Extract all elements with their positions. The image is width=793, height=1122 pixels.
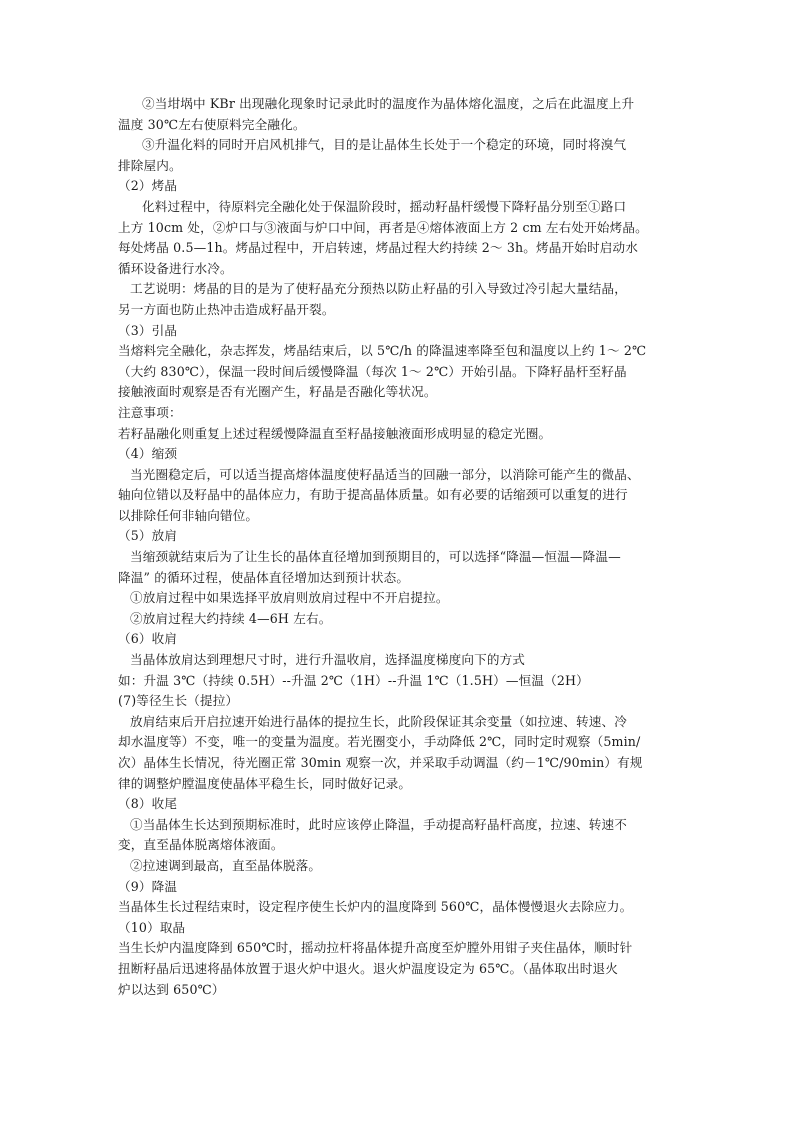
text-line: 炉以达到 650℃） — [118, 981, 225, 997]
text-line: 以排除任何非轴向错位。 — [118, 507, 259, 523]
text-line: 放肩结束后开启拉速开始进行晶体的提拉生长，此阶段保证其余变量（如拉速、转速、冷 — [130, 713, 628, 729]
text-line: 律的调整炉膛温度使晶体平稳生长，同时做好记录。 — [118, 775, 412, 791]
text-line: 接触液面时观察是否有光圈产生，籽晶是否融化等状况。 — [118, 384, 437, 400]
text-line: 当光圈稳定后，可以适当提高熔体温度使籽晶适当的回融一部分，以消除可能产生的微晶、 — [130, 466, 640, 482]
text-line: 变，直至晶体脱离熔体液面。 — [118, 837, 284, 853]
text-line: 上方 10cm 处，②炉口与③液面与炉口中间，再者是④熔体液面上方 2 cm 左右处开始烤晶。 — [118, 219, 648, 235]
text-line: （3）引晶 — [118, 322, 178, 338]
text-line: 若籽晶融化则重复上述过程缓慢降温直至籽晶接触液面形成明显的稳定光圈。 — [118, 425, 552, 441]
document-page — [118, 94, 678, 1000]
text-line: （8）收尾 — [118, 796, 178, 812]
text-line: ②拉速调到最高，直至晶体脱落。 — [130, 857, 322, 873]
text-line: 循环设备进行水冷。 — [118, 260, 233, 276]
text-line: ②当坩埚中 KBr 出现融化现象时记录此时的温度作为晶体熔化温度，之后在此温度上升 — [142, 96, 635, 111]
text-line: 却水温度等）不变，唯一的变量为温度。若光圈变小，手动降低 2℃，同时定时观察（5min/ — [118, 734, 641, 750]
text-line: 轴向位错以及籽晶中的晶体应力，有助于提高晶体质量。如有必要的话缩颈可以重复的进行 — [118, 487, 628, 503]
text-line: 工艺说明：烤晶的目的是为了使籽晶充分预热以防止籽晶的引入导致过冷引起大量结晶， — [130, 281, 628, 297]
text-line: （6）收肩 — [118, 631, 178, 647]
text-line: 每处烤晶 0.5—1h。烤晶过程中，开启转速，烤晶过程大约持续 2～ 3h。烤晶开始时启动水 — [118, 240, 638, 256]
text-line: 如：升温 3℃（持续 0.5H）--升温 2℃（1H）--升温 1℃（1.5H）—恒温（2H） — [118, 672, 589, 688]
text-line: （2）烤晶 — [118, 178, 178, 194]
text-line: 注意事项： — [118, 404, 182, 420]
text-line: （5）放肩 — [118, 528, 178, 544]
text-line: 扭断籽晶后迅速将晶体放置于退火炉中退火。退火炉温度设定为 65℃。（晶体取出时退火 — [118, 960, 618, 976]
text-line: 化料过程中，待原料完全融化处于保温阶段时，摇动籽晶杆缓慢下降籽晶分别至①路口 — [142, 198, 627, 214]
text-line: （10）取晶 — [118, 919, 186, 935]
text-line: ②放肩过程大约持续 4—6H 左右。 — [130, 610, 332, 626]
text-line: 当晶体生长过程结束时，设定程序使生长炉内的温度降到 560℃，晶体慢慢退火去除应力。 — [118, 899, 633, 915]
text-line: ①当晶体生长达到预期标准时，此时应该停止降温，手动提高籽晶杆高度，拉速、转速不 — [130, 816, 628, 832]
text-line: (7)等径生长（提拉） — [118, 693, 239, 709]
text-line: 降温” 的循环过程，使晶体直径增加达到预计状态。 — [118, 569, 410, 585]
text-line: （4）缩颈 — [118, 446, 178, 462]
text-line: 当熔料完全融化，杂志挥发，烤晶结束后，以 5℃/h 的降温速率降至包和温度以上约 1～ 2℃ — [118, 343, 647, 359]
text-line: 另一方面也防止热冲击造成籽晶开裂。 — [118, 301, 335, 317]
text-line: （9）降温 — [118, 878, 178, 894]
text-line: 温度 30℃左右使原料完全融化。 — [118, 116, 306, 132]
text-line: 次）晶体生长情况，待光圈正常 30min 观察一次，并采取手动调温（约－1℃/90min）有规 — [118, 755, 643, 770]
text-line: 当晶体放肩达到理想尺寸时，进行升温收肩，选择温度梯度向下的方式 — [130, 652, 526, 668]
text-line: ①放肩过程中如果选择平放肩则放肩过程中不开启提拉。 — [130, 590, 449, 606]
text-line: 排除屋内。 — [118, 157, 182, 173]
text-line: 当生长炉内温度降到 650℃时，摇动拉杆将晶体提升高度至炉膛外用钳子夹住晶体，顺时针 — [118, 940, 633, 956]
text-line: ③升温化料的同时开启风机排气，目的是让晶体生长处于一个稳定的环境，同时将溴气 — [142, 137, 627, 153]
text-line: 当缩颈就结束后为了让生长的晶体直径增加到预期目的，可以选择“降温—恒温—降温— — [130, 549, 621, 565]
text-line: （大约 830℃），保温一段时间后缓慢降温（每次 1～ 2℃）开始引晶。下降籽晶杆至籽晶 — [118, 363, 627, 379]
